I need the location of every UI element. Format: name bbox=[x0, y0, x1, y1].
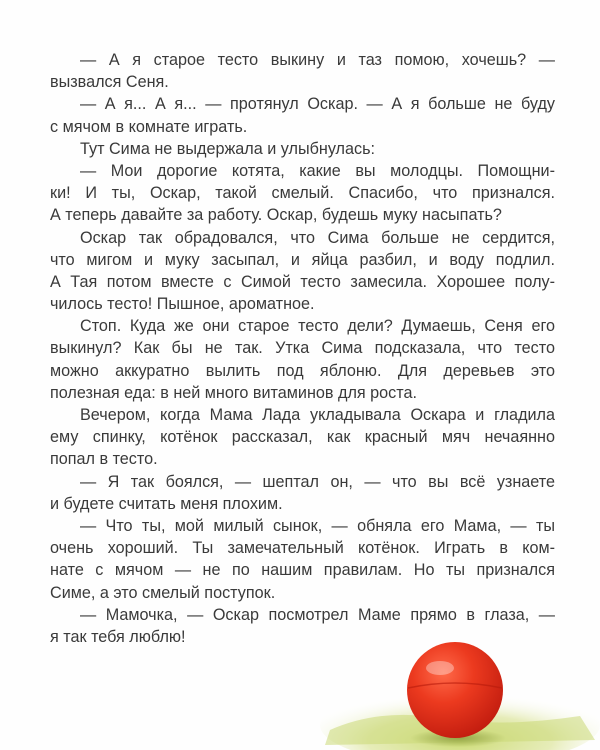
text-line: ему спинку, котёнок рассказал, как красный мяч нечаянно bbox=[50, 428, 555, 447]
text-line: я так тебя люблю! bbox=[50, 627, 186, 646]
text-line: — А я... А я... — протянул Оскар. — А я больше не буду bbox=[80, 95, 555, 114]
text-line: Стоп. Куда же они старое тесто дели? Думаешь, Сеня его bbox=[80, 317, 555, 336]
text-line: вызвался Сеня. bbox=[50, 73, 169, 92]
text-line: с мячом в комнате играть. bbox=[50, 117, 248, 136]
story-text bbox=[50, 49, 555, 648]
text-line: Вечером, когда Мама Лада укладывала Оскара и гладила bbox=[80, 406, 555, 424]
text-line: очень хороший. Ты замечательный котёнок. Играть в ком- bbox=[50, 539, 555, 558]
red-ball-illustration bbox=[320, 630, 600, 750]
text-line: и будете считать меня плохим. bbox=[50, 494, 283, 513]
text-line: — Я так боялся, — шептал он, — что вы всё узнаете bbox=[80, 472, 555, 491]
text-line: — Мои дорогие котята, какие вы молодцы. Помощни- bbox=[80, 161, 555, 180]
text-line: А теперь давайте за работу. Оскар, будешь муку насыпать? bbox=[50, 206, 502, 225]
text-line: Оскар так обрадовался, что Сима больше не сердится, bbox=[80, 228, 555, 247]
text-line: выкинул? Как бы не так. Утка Сима подсказала, что тесто bbox=[50, 339, 555, 358]
text-line: — А я старое тесто выкину и таз помою, хочешь? — bbox=[80, 51, 555, 69]
text-line: что мигом и муку засыпал, и яйца разбил, и воду подлил. bbox=[50, 250, 555, 269]
text-line: Тут Сима не выдержала и улыбнулась: bbox=[80, 139, 376, 158]
text-line: — Мамочка, — Оскар посмотрел Маме прямо в глаза, — bbox=[80, 605, 555, 624]
text-line: попал в тесто. bbox=[50, 450, 158, 469]
text-line: можно аккуратно вылить под яблоню. Для деревьев это bbox=[50, 361, 555, 380]
ball-highlight bbox=[426, 661, 454, 675]
text-line: чилось тесто! Пышное, ароматное. bbox=[50, 295, 315, 314]
text-line: нате с мячом — не по нашим правилам. Но ты признался bbox=[50, 561, 555, 580]
text-line: — Что ты, мой милый сынок, — обняла его Мама, — ты bbox=[80, 516, 555, 535]
text-line: А Тая потом вместе с Симой тесто замесила. Хорошее полу- bbox=[50, 272, 555, 291]
text-line: Симе, а это смелый поступок. bbox=[50, 583, 276, 602]
text-line: ки! И ты, Оскар, такой смелый. Спасибо, что признался. bbox=[50, 184, 555, 203]
red-ball bbox=[407, 642, 503, 738]
text-line: полезная еда: в ней много витаминов для роста. bbox=[50, 383, 417, 402]
